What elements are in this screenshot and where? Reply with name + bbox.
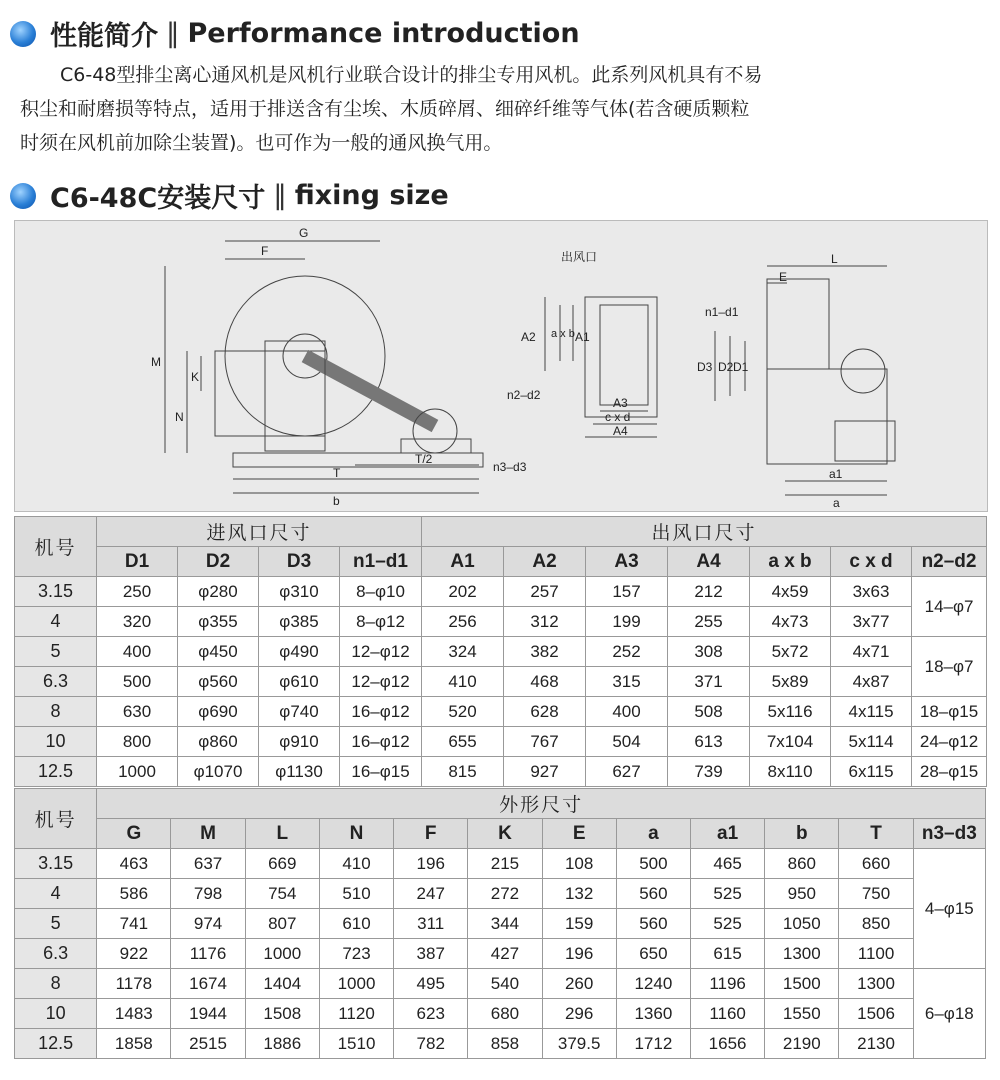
dim-label-g: G xyxy=(299,226,309,240)
table-cell: 2190 xyxy=(765,1029,839,1059)
table-cell: 1944 xyxy=(171,999,245,1029)
table-cell: 387 xyxy=(394,939,468,969)
table-cell: 202 xyxy=(422,577,504,607)
table-cell: 1050 xyxy=(765,909,839,939)
table-cell: 500 xyxy=(97,667,178,697)
intro-line: 积尘和耐磨损等特点，适用于排送含有尘埃、木质碎屑、细碎纤维等气体(若含硬质颗粒 xyxy=(20,98,750,120)
table-cell: 465 xyxy=(690,849,764,879)
table-cell: 157 xyxy=(586,577,668,607)
dim-label-t: T xyxy=(333,466,341,480)
table-cell: 560 xyxy=(616,879,690,909)
row-model: 10 xyxy=(15,999,97,1029)
table-cell: 7x104 xyxy=(750,727,831,757)
column-header: A3 xyxy=(586,547,668,577)
column-header: A1 xyxy=(422,547,504,577)
table-cell: 1674 xyxy=(171,969,245,999)
table-row xyxy=(15,667,987,697)
table-cell: 974 xyxy=(171,909,245,939)
table-cell: 315 xyxy=(586,667,668,697)
table-cell: 400 xyxy=(586,697,668,727)
table-cell: 782 xyxy=(394,1029,468,1059)
table-cell: 320 xyxy=(97,607,178,637)
row-model: 5 xyxy=(15,909,97,939)
table-cell: 650 xyxy=(616,939,690,969)
motor-shape xyxy=(835,421,895,461)
table-cell: 1508 xyxy=(245,999,319,1029)
intro-paragraph xyxy=(20,58,980,160)
table-row xyxy=(15,999,986,1029)
table-cell: 680 xyxy=(468,999,542,1029)
header-outline-group: 外形尺寸 xyxy=(97,789,986,819)
table-row xyxy=(15,879,986,909)
table-cell: 660 xyxy=(839,849,913,879)
table-cell: 199 xyxy=(586,607,668,637)
table-cell: φ1130 xyxy=(259,757,340,787)
table-cell: 1510 xyxy=(319,1029,393,1059)
table-cell: 1506 xyxy=(839,999,913,1029)
table-cell-n3-d3: 6–φ18 xyxy=(913,969,985,1059)
dim-label-e: E xyxy=(779,270,788,284)
header-inlet-group: 进风口尺寸 xyxy=(97,517,422,547)
table-cell-n3-d3: 4–φ15 xyxy=(913,849,985,969)
table-row xyxy=(15,727,987,757)
dim-label-a3: A3 xyxy=(613,396,628,410)
table-cell: 16–φ12 xyxy=(340,727,422,757)
table-cell: 741 xyxy=(97,909,171,939)
dim-label-b: b xyxy=(333,494,340,508)
table-cell: 850 xyxy=(839,909,913,939)
column-header: D2 xyxy=(178,547,259,577)
table-cell: 371 xyxy=(668,667,750,697)
table-cell: 1858 xyxy=(97,1029,171,1059)
column-header: a xyxy=(616,819,690,849)
table-cell: 723 xyxy=(319,939,393,969)
table-row xyxy=(15,637,987,667)
table-cell: 586 xyxy=(97,879,171,909)
dim-label-n3-d3: n3–d3 xyxy=(493,460,527,474)
table-cell: 312 xyxy=(504,607,586,637)
dim-label-l: L xyxy=(831,252,838,266)
row-model: 3.15 xyxy=(15,577,97,607)
header-model: 机号 xyxy=(15,789,97,849)
column-header: F xyxy=(394,819,468,849)
dim-label-t-half: T/2 xyxy=(415,452,433,466)
table-cell: 4x73 xyxy=(750,607,831,637)
section-title-cn: 性能简介 xyxy=(50,21,158,52)
table-cell: 4x87 xyxy=(831,667,912,697)
table-cell: 16–φ15 xyxy=(340,757,422,787)
title-separator: ‖ xyxy=(166,18,180,49)
table-cell: 382 xyxy=(504,637,586,667)
table-cell: 400 xyxy=(97,637,178,667)
table-cell: 1300 xyxy=(839,969,913,999)
table-cell: 655 xyxy=(422,727,504,757)
row-model: 6.3 xyxy=(15,939,97,969)
table-cell: 1300 xyxy=(765,939,839,969)
inlet-outlet-size-table xyxy=(14,516,987,787)
table-cell: 296 xyxy=(542,999,616,1029)
column-header: n3–d3 xyxy=(913,819,985,849)
header-model: 机号 xyxy=(15,517,97,577)
dim-label-f: F xyxy=(261,244,269,258)
table-cell: 950 xyxy=(765,879,839,909)
dim-label-m: M xyxy=(151,355,161,369)
column-header: c x d xyxy=(831,547,912,577)
table-cell: 260 xyxy=(542,969,616,999)
table-cell: 252 xyxy=(586,637,668,667)
table-cell: 1500 xyxy=(765,969,839,999)
row-model: 4 xyxy=(15,879,97,909)
dim-label-a-small: a xyxy=(833,496,840,510)
table-cell: φ490 xyxy=(259,637,340,667)
dim-label-n: N xyxy=(175,410,184,424)
table-cell: 1240 xyxy=(616,969,690,999)
table-cell: 860 xyxy=(765,849,839,879)
table1-body xyxy=(15,577,987,787)
table-cell: 12–φ12 xyxy=(340,637,422,667)
column-header: A2 xyxy=(504,547,586,577)
table-cell: 1196 xyxy=(690,969,764,999)
table-cell: 500 xyxy=(616,849,690,879)
column-header: a x b xyxy=(750,547,831,577)
table-cell: 256 xyxy=(422,607,504,637)
table-cell-n2-d2: 28–φ15 xyxy=(912,757,987,787)
bullet-icon xyxy=(10,183,36,209)
table-cell: 1483 xyxy=(97,999,171,1029)
table-cell: 379.5 xyxy=(542,1029,616,1059)
dim-label-n2-d2: n2–d2 xyxy=(507,388,541,402)
table-cell: φ385 xyxy=(259,607,340,637)
table-cell: 132 xyxy=(542,879,616,909)
table-cell: 1550 xyxy=(765,999,839,1029)
table-cell: 250 xyxy=(97,577,178,607)
dim-label-a1: A1 xyxy=(575,330,590,344)
table-cell: 196 xyxy=(542,939,616,969)
table-row xyxy=(15,577,987,607)
section-title-cn: C6-48C安装尺寸 xyxy=(50,183,266,214)
table-cell: 8–φ12 xyxy=(340,607,422,637)
row-model: 3.15 xyxy=(15,849,97,879)
row-model: 10 xyxy=(15,727,97,757)
table-cell: 560 xyxy=(616,909,690,939)
table-cell: 669 xyxy=(245,849,319,879)
table-cell: 1160 xyxy=(690,999,764,1029)
table-cell: 1100 xyxy=(839,939,913,969)
table-cell: 5x89 xyxy=(750,667,831,697)
table-cell: 798 xyxy=(171,879,245,909)
table-cell: 8x110 xyxy=(750,757,831,787)
table-cell: 4x115 xyxy=(831,697,912,727)
dim-label-d3: D3 xyxy=(697,360,713,374)
table-cell: 807 xyxy=(245,909,319,939)
table-cell-n2-d2: 18–φ7 xyxy=(912,637,987,697)
column-header: T xyxy=(839,819,913,849)
table-cell: 615 xyxy=(690,939,764,969)
section-title-fixing-size xyxy=(10,176,449,215)
dim-label-a2: A2 xyxy=(521,330,536,344)
table-cell: 12–φ12 xyxy=(340,667,422,697)
table-cell: 815 xyxy=(422,757,504,787)
dim-label-d2: D2 xyxy=(718,360,734,374)
dim-label-axb: a x b xyxy=(551,328,575,340)
table-cell: 3x77 xyxy=(831,607,912,637)
table-cell: 750 xyxy=(839,879,913,909)
table-cell: 5x72 xyxy=(750,637,831,667)
table-cell: 623 xyxy=(394,999,468,1029)
outlet-label: 出风口 xyxy=(561,250,598,264)
header-outlet-group: 出风口尺寸 xyxy=(422,517,987,547)
table-cell: 212 xyxy=(668,577,750,607)
table-cell: 2515 xyxy=(171,1029,245,1059)
table-cell: φ280 xyxy=(178,577,259,607)
table-cell: 525 xyxy=(690,879,764,909)
table-cell: 495 xyxy=(394,969,468,999)
section-title-en: Performance introduction xyxy=(187,18,580,49)
table-cell: 1656 xyxy=(690,1029,764,1059)
table-row xyxy=(15,1029,986,1059)
table-cell: 463 xyxy=(97,849,171,879)
bullet-icon xyxy=(10,21,36,47)
table-cell: 858 xyxy=(468,1029,542,1059)
table-cell: 8–φ10 xyxy=(340,577,422,607)
table-cell: 108 xyxy=(542,849,616,879)
table-cell: 610 xyxy=(319,909,393,939)
column-header: D1 xyxy=(97,547,178,577)
table-cell: 767 xyxy=(504,727,586,757)
table-cell: 800 xyxy=(97,727,178,757)
table-cell: φ560 xyxy=(178,667,259,697)
motor-pulley-shape xyxy=(413,409,457,453)
table-cell: φ740 xyxy=(259,697,340,727)
table-cell: 344 xyxy=(468,909,542,939)
column-header: E xyxy=(542,819,616,849)
table-cell: 739 xyxy=(668,757,750,787)
dim-label-d1: D1 xyxy=(733,360,749,374)
table-cell: 159 xyxy=(542,909,616,939)
table-cell: 215 xyxy=(468,849,542,879)
row-model: 5 xyxy=(15,637,97,667)
column-header: n2–d2 xyxy=(912,547,987,577)
dim-label-cxd: c x d xyxy=(605,410,631,424)
table-cell-n2-d2: 24–φ12 xyxy=(912,727,987,757)
table-cell-n2-d2: 18–φ15 xyxy=(912,697,987,727)
table-cell: 427 xyxy=(468,939,542,969)
table-cell: 410 xyxy=(319,849,393,879)
section-title-en: fixing size xyxy=(294,180,449,211)
column-header: D3 xyxy=(259,547,340,577)
table-cell: 1178 xyxy=(97,969,171,999)
table-cell: φ610 xyxy=(259,667,340,697)
section-title-performance xyxy=(10,14,580,53)
table-row xyxy=(15,849,986,879)
table-cell: 1000 xyxy=(97,757,178,787)
dim-label-a4: A4 xyxy=(613,424,628,438)
table-cell: 525 xyxy=(690,909,764,939)
table-cell: 311 xyxy=(394,909,468,939)
table-cell: 255 xyxy=(668,607,750,637)
dimension-drawing xyxy=(15,221,987,511)
table-cell: 272 xyxy=(468,879,542,909)
table-cell: 628 xyxy=(504,697,586,727)
table-cell: φ450 xyxy=(178,637,259,667)
table-cell: 4x71 xyxy=(831,637,912,667)
outlet-opening-shape xyxy=(600,305,648,405)
table-cell: 16–φ12 xyxy=(340,697,422,727)
table-cell: 1000 xyxy=(319,969,393,999)
row-model: 8 xyxy=(15,697,97,727)
table-cell: 410 xyxy=(422,667,504,697)
table-cell: 247 xyxy=(394,879,468,909)
column-header: N xyxy=(319,819,393,849)
fan-dimension-diagram xyxy=(14,220,988,512)
row-model: 12.5 xyxy=(15,1029,97,1059)
table-cell: 540 xyxy=(468,969,542,999)
table-cell: φ910 xyxy=(259,727,340,757)
table-cell: 1712 xyxy=(616,1029,690,1059)
table-cell: 1176 xyxy=(171,939,245,969)
outline-size-table xyxy=(14,788,986,1059)
table-cell: 1120 xyxy=(319,999,393,1029)
table-cell: 4x59 xyxy=(750,577,831,607)
row-model: 6.3 xyxy=(15,667,97,697)
table-row xyxy=(15,697,987,727)
table-row xyxy=(15,969,986,999)
table-row xyxy=(15,909,986,939)
front-housing-shape xyxy=(767,279,829,369)
column-header: a1 xyxy=(690,819,764,849)
motor-base-shape xyxy=(401,439,471,453)
table-cell: 324 xyxy=(422,637,504,667)
column-header: K xyxy=(468,819,542,849)
table-cell: 630 xyxy=(97,697,178,727)
table-row xyxy=(15,757,987,787)
table-cell: 504 xyxy=(586,727,668,757)
table-cell: 927 xyxy=(504,757,586,787)
table-cell: 5x116 xyxy=(750,697,831,727)
table-cell: φ1070 xyxy=(178,757,259,787)
table-cell: 196 xyxy=(394,849,468,879)
table-cell: 510 xyxy=(319,879,393,909)
table-cell: 3x63 xyxy=(831,577,912,607)
table-cell: 637 xyxy=(171,849,245,879)
table-cell: 6x115 xyxy=(831,757,912,787)
front-pulley-shape xyxy=(841,349,885,393)
dim-label-a1-small: a1 xyxy=(829,467,843,481)
intro-line: C6-48型排尘离心通风机是风机行业联合设计的排尘专用风机。此系列风机具有不易 xyxy=(60,64,763,86)
table-cell-n2-d2: 14–φ7 xyxy=(912,577,987,637)
column-header: b xyxy=(765,819,839,849)
dim-label-k: K xyxy=(191,370,200,384)
table-cell: 5x114 xyxy=(831,727,912,757)
column-header: A4 xyxy=(668,547,750,577)
table-cell: 613 xyxy=(668,727,750,757)
column-header: L xyxy=(245,819,319,849)
table-cell: 922 xyxy=(97,939,171,969)
table-cell: 508 xyxy=(668,697,750,727)
table2-body xyxy=(15,849,986,1059)
title-separator: ‖ xyxy=(273,180,287,211)
column-header: M xyxy=(171,819,245,849)
column-header: n1–d1 xyxy=(340,547,422,577)
front-frame-shape xyxy=(767,369,887,464)
dim-label-n1-d1: n1–d1 xyxy=(705,305,739,319)
table-cell: φ860 xyxy=(178,727,259,757)
row-model: 12.5 xyxy=(15,757,97,787)
table-cell: 1886 xyxy=(245,1029,319,1059)
table-cell: 2130 xyxy=(839,1029,913,1059)
table-cell: 1360 xyxy=(616,999,690,1029)
table-cell: 468 xyxy=(504,667,586,697)
table-cell: 1404 xyxy=(245,969,319,999)
table-cell: 1000 xyxy=(245,939,319,969)
table-row xyxy=(15,607,987,637)
row-model: 4 xyxy=(15,607,97,637)
table-cell: 627 xyxy=(586,757,668,787)
table-cell: φ690 xyxy=(178,697,259,727)
column-header: G xyxy=(97,819,171,849)
table-cell: 754 xyxy=(245,879,319,909)
intro-line: 时须在风机前加除尘装置)。也可作为一般的通风换气用。 xyxy=(20,132,503,154)
table-cell: 520 xyxy=(422,697,504,727)
table-cell: φ310 xyxy=(259,577,340,607)
table-row xyxy=(15,939,986,969)
row-model: 8 xyxy=(15,969,97,999)
table-cell: φ355 xyxy=(178,607,259,637)
table-cell: 308 xyxy=(668,637,750,667)
table-cell: 257 xyxy=(504,577,586,607)
